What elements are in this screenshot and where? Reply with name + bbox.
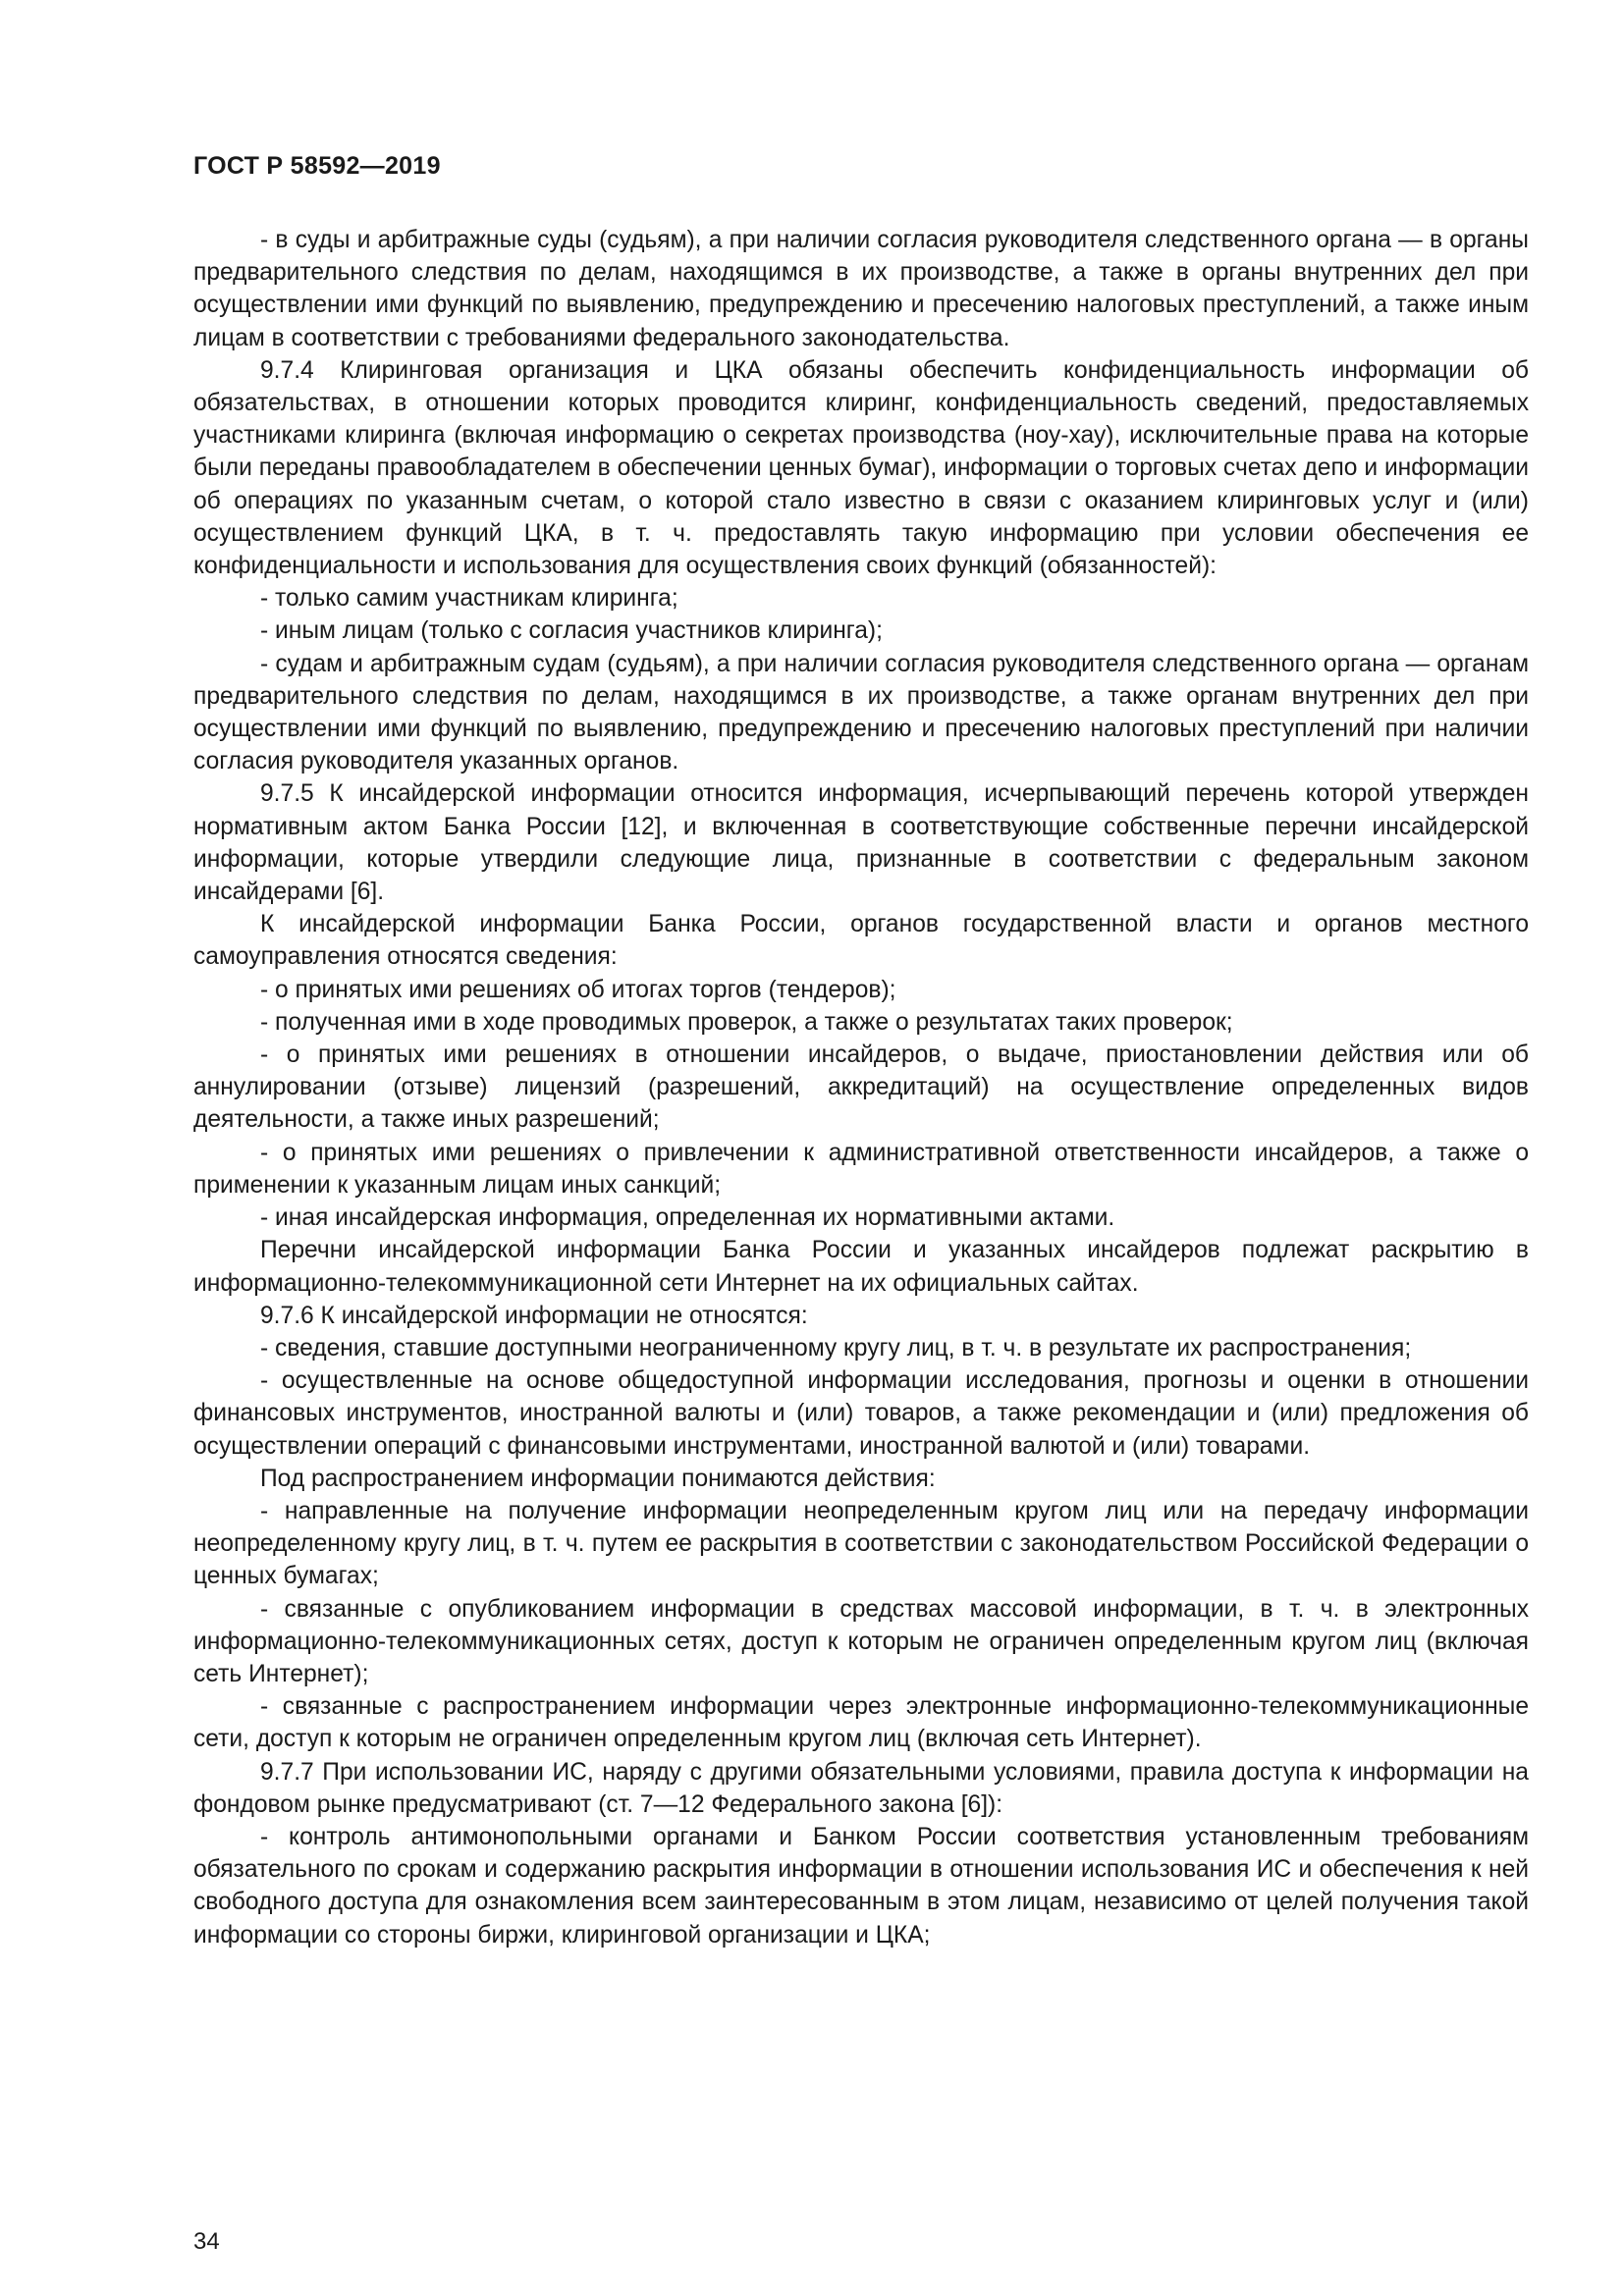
paragraph: - судам и арбитражным судам (судьям), а при наличии согласия руководителя следственного органа — органам предварительного следствия по делам, находящимся в их производстве, а также органам внутренних дел при осуществлении ими функций по выявлению, предупреждению и пресечению налоговых преступлений при наличии согласия руководителя указанных органов. bbox=[193, 650, 1529, 775]
page-header: ГОСТ Р 58592—2019 bbox=[193, 152, 441, 180]
paragraph: - в суды и арбитражные суды (судьям), а при наличии согласия руководителя следственного органа — в органы предварительного следствия по делам, находящимся в их производстве, а также в органы внутренних дел при осуществлении ими функций по выявлению, предупреждению и пресечению налоговых преступлений, а также иным лицам в соответствии с требованиями федерального законодательства. bbox=[193, 227, 1529, 351]
paragraph: - иным лицам (только с согласия участников клиринга); bbox=[260, 617, 883, 645]
document-body bbox=[193, 224, 1529, 1951]
paragraph: 9.7.7 При использовании ИС, наряду с другими обязательными условиями, правила доступа к информации на фондовом рынке предусматривают (ст. 7—12 Федерального закона [6]): bbox=[193, 1758, 1529, 1818]
page-number: 34 bbox=[193, 2228, 220, 2255]
paragraph: - связанные с распространением информации через электронные информационно-телекоммуникационные сети, доступ к которым не ограничен определенным кругом лиц (включая сеть Интернет). bbox=[193, 1693, 1529, 1753]
paragraph: - о принятых ими решениях об итогах торгов (тендеров); bbox=[260, 976, 896, 1003]
paragraph: 9.7.5 К инсайдерской информации относится информация, исчерпывающий перечень которой утвержден нормативным актом Банка России [12], и включенная в соответствующие собственные перечни инсайдерской информации, которые утвердили следующие лица, признанные в соответствии с федеральным законом инсайдерами [6]. bbox=[193, 780, 1529, 906]
paragraph: - о принятых ими решениях о привлечении к административной ответственности инсайдеров, а также о применении к указанным лицам иных санкций; bbox=[193, 1139, 1529, 1199]
paragraph: 9.7.6 К инсайдерской информации не относятся: bbox=[260, 1302, 808, 1329]
paragraph: - направленные на получение информации неопределенным кругом лиц или на передачу информации неопределенному кругу лиц, в т. ч. путем ее раскрытия в соответствии с законодательством Российской Федерации о ценных бумагах; bbox=[193, 1497, 1529, 1590]
paragraph: - сведения, ставшие доступными неограниченному кругу лиц, в т. ч. в результате их распространения; bbox=[260, 1334, 1412, 1362]
paragraph: - о принятых ими решениях в отношении инсайдеров, о выдаче, приостановлении действия или об аннулировании (отзыве) лицензий (разрешений, аккредитаций) на осуществление определенных видов деятельности, а также иных разрешений; bbox=[193, 1041, 1529, 1134]
paragraph: К инсайдерской информации Банка России, органов государственной власти и органов местного самоуправления относятся сведения: bbox=[193, 911, 1529, 971]
paragraph: Под распространением информации понимаются действия: bbox=[260, 1465, 936, 1492]
paragraph: - контроль антимонопольными органами и Банком России соответствия установленным требованиям обязательного по срокам и содержанию раскрытия информации в отношении использования ИС и обеспечения к ней свободного доступа для ознакомления всем заинтересованным в этом лицам, независимо от целей получения такой информации со стороны биржи, клиринговой организации и ЦКА; bbox=[193, 1823, 1529, 1949]
paragraph: - осуществленные на основе общедоступной информации исследования, прогнозы и оценки в отношении финансовых инструментов, иностранной валюты и (или) товаров, а также рекомендации и (или) предложения об осуществлении операций с финансовыми инструментами, иностранной валютой и (или) товарами. bbox=[193, 1367, 1529, 1460]
paragraph: Перечни инсайдерской информации Банка России и указанных инсайдеров подлежат раскрытию в информационно-телекоммуникационной сети Интернет на их официальных сайтах. bbox=[193, 1237, 1529, 1297]
paragraph: - полученная ими в ходе проводимых проверок, а также о результатах таких проверок; bbox=[260, 1008, 1233, 1036]
paragraph: - связанные с опубликованием информации в средствах массовой информации, в т. ч. в электронных информационно-телекоммуникационных сетях, доступ к которым не ограничен определенным кругом лиц (включая сеть Интернет); bbox=[193, 1595, 1529, 1687]
paragraph: - иная инсайдерская информация, определенная их нормативными актами. bbox=[260, 1204, 1115, 1232]
paragraph: - только самим участникам клиринга; bbox=[260, 585, 678, 613]
paragraph: 9.7.4 Клиринговая организация и ЦКА обязаны обеспечить конфиденциальность информации об обязательствах, в отношении которых проводится клиринг, конфиденциальность сведений, предоставляемых участниками клиринга (включая информацию о секретах производства (ноу-хау), исключительные права на которые были переданы правообладателем в обеспечении ценных бумаг), информации о торговых счетах депо и информации об операциях по указанным счетам, о которой стало известно в связи с оказанием клиринговых услуг и (или) осуществлением функций ЦКА, в т. ч. предоставлять такую информацию при условии обеспечения ее конфиденциальности и использования для осуществления своих функций (обязанностей): bbox=[193, 356, 1529, 580]
